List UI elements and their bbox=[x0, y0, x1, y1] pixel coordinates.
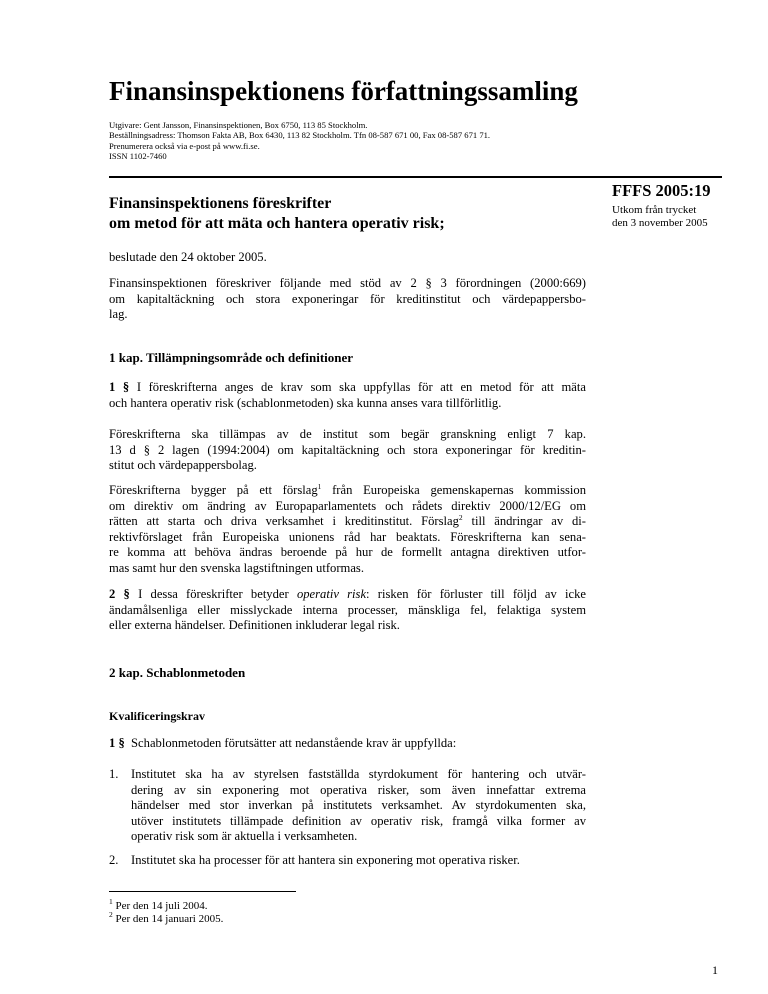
document-heading bbox=[109, 194, 445, 234]
footnote-ref[interactable]: 2 bbox=[458, 513, 463, 522]
publisher-line: Beställningsadress: Thomson Fakta AB, Box 6430, 113 82 Stockholm. Tfn 08-587 671 00, Fax 08-587 671 71. bbox=[109, 130, 491, 141]
paragraph: Föreskrifterna ska tillämpas av de institut som begär granskning enligt 7 kap. 13 d § 2 lagen (1994:2004) om kapitaltäckning och stora exponeringar för kreditin- stitut och värdepappersbolag. bbox=[109, 427, 586, 472]
footnote: $^1$ Per den 14 juli 2004. bbox=[109, 897, 208, 912]
publication-title: Finansinspektionens författningssamling bbox=[109, 76, 578, 106]
section-paragraph: 2 § I dessa föreskrifter betyder operativ risk: risken för förluster till följd av icke ändamålsenliga eller misslyckade interna processer, mänskliga fel, felaktiga system eller externa händelser. Definitionen inkluderar legal risk. bbox=[109, 587, 586, 632]
footnote-ref[interactable]: 1 bbox=[317, 482, 322, 491]
issn-line: ISSN 1102-7460 bbox=[109, 151, 167, 162]
footnote-rule bbox=[109, 891, 296, 892]
list-number: 1. bbox=[109, 767, 119, 781]
issue-note-line: den 3 november 2005 bbox=[612, 217, 708, 229]
section-mark: 1 § bbox=[109, 736, 125, 750]
publisher-line: Utgivare: Gent Jansson, Finansinspektionen, Box 6750, 113 85 Stockholm. bbox=[109, 120, 368, 130]
page-number: 1 bbox=[712, 963, 718, 977]
document-heading-line: om metod för att mäta och hantera operativ risk; bbox=[109, 215, 445, 232]
chapter-heading: 1 kap. Tillämpningsområde och definitioner bbox=[109, 350, 354, 365]
intro-paragraph: Finansinspektionen föreskriver följande med stöd av 2 § 3 förordningen (2000:669) om kapitaltäckning och stora exponeringar för kreditinstitut och värdepappersbo- lag. bbox=[109, 276, 586, 321]
section-paragraph: 1 § I föreskrifterna anges de krav som ska uppfyllas för att en metod för att mäta och hantera operativ risk (schablonmetoden) ska kunna anses vara tillförlitlig. bbox=[109, 380, 586, 410]
decided-date: beslutade den 24 oktober 2005. bbox=[109, 250, 267, 264]
footnote-number: 2 bbox=[109, 910, 113, 919]
issue-note-line: Utkom från trycket bbox=[612, 204, 697, 216]
issue-date-note bbox=[612, 204, 708, 230]
paragraph: Föreskrifterna bygger på ett förslag$^1$ från Europeiska gemenskapernas kommission om direktiv om ändring av Europaparlamentets och rådets direktiv 2000/12/EG om rätten att starta och driva verksamhet i kreditinstitut. Förslag$^2$ till ändringar av di- rektivförslaget från Europeiska unionens råd har beaktats. Föreskrifterna kan sena- re komma att behöva ändras beroende på hur de formellt antagna direktiven utfor- mas samt hur den svenska lagstiftningen utformas. bbox=[109, 482, 586, 575]
publisher-line: Prenumerera också via e-post på www.fi.se. bbox=[109, 140, 260, 151]
section-mark: 1 § bbox=[109, 380, 130, 394]
subheading: Kvalificeringskrav bbox=[109, 709, 205, 723]
list-item: 1. Institutet ska ha av styrelsen fastställda styrdokument för hantering och utvär- dering av sin exponering mot operativa risker, som även innefattar extrema händelser med stor inverkan på institutets verksamhet. Av styrdokumenten ska, utöver institutets tillämpade definition av operativ risk, framgå vilka former av operativ risk som är aktuella i verksamheten. bbox=[109, 767, 586, 843]
list-number: 2. bbox=[109, 853, 119, 867]
document-heading-line: Finansinspektionens föreskrifter bbox=[109, 195, 332, 212]
section-paragraph: 1 § Schablonmetoden förutsätter att nedanstående krav är uppfyllda: bbox=[109, 736, 457, 750]
list-item: 2. Institutet ska ha processer för att hantera sin exponering mot operativa risker. bbox=[109, 853, 520, 867]
section-mark: 2 § bbox=[109, 587, 130, 601]
chapter-heading: 2 kap. Schablonmetoden bbox=[109, 665, 246, 680]
header-rule bbox=[109, 176, 722, 178]
defined-term: operativ risk bbox=[296, 587, 367, 601]
footnote: $^2$ Per den 14 januari 2005. bbox=[109, 910, 224, 925]
publisher-info bbox=[109, 120, 490, 162]
footnote-number: 1 bbox=[109, 897, 113, 906]
regulation-code: FFFS 2005:19 bbox=[612, 181, 711, 200]
